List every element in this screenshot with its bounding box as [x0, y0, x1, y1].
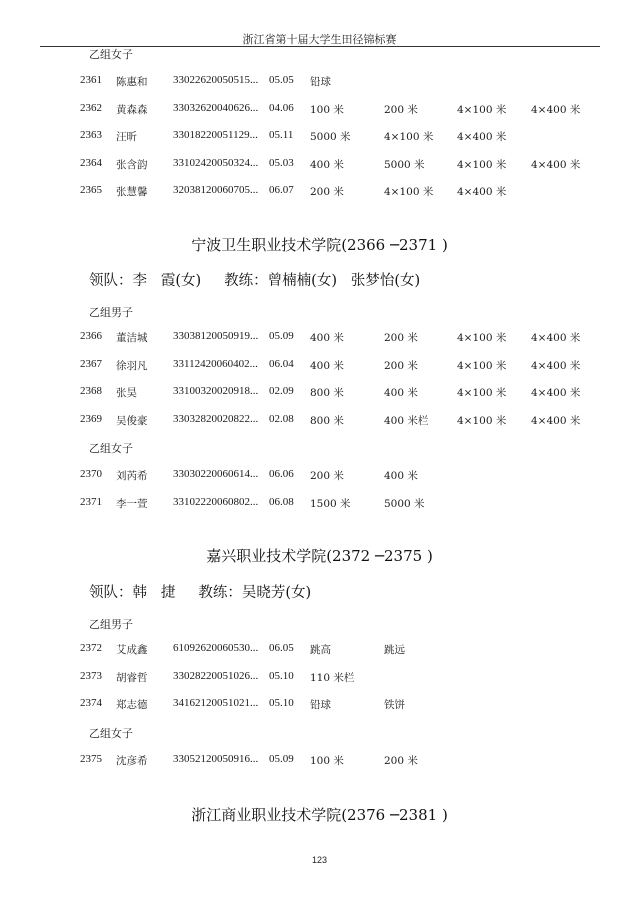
athlete-number: 2372 — [80, 642, 102, 654]
event-1: 1500 米 — [310, 498, 351, 510]
athlete-birth: 04.06 — [269, 102, 294, 114]
event-1: 5000 米 — [310, 131, 351, 143]
athlete-number: 2365 — [80, 184, 102, 196]
athlete-number: 2367 — [80, 358, 102, 370]
athlete-name: 汪昕 — [116, 131, 137, 143]
event-1: 200 米 — [310, 470, 344, 482]
school-title: 宁波卫生职业技术学院(2366 ─2371 ) — [191, 236, 448, 254]
event-4: 4×400 米 — [531, 415, 581, 427]
event-2: 铁饼 — [384, 699, 405, 711]
athlete-id: 33038120050919... — [173, 330, 259, 342]
athlete-birth: 02.09 — [269, 385, 294, 397]
event-2: 200 米 — [384, 755, 418, 767]
group-label: 乙组男子 — [89, 618, 133, 631]
staff-line — [89, 269, 420, 290]
athlete-row — [0, 670, 639, 686]
athlete-number: 2371 — [80, 496, 102, 508]
event-4: 4×400 米 — [531, 159, 581, 171]
athlete-id: 61092620060530... — [173, 642, 259, 654]
athlete-birth: 05.11 — [269, 129, 294, 141]
athlete-number: 2375 — [80, 753, 102, 765]
athlete-name: 艾成鑫 — [116, 644, 148, 656]
event-1: 100 米 — [310, 755, 344, 767]
athlete-name: 胡睿哲 — [116, 672, 148, 684]
event-2: 跳远 — [384, 644, 405, 656]
athlete-id: 34162120051021... — [173, 697, 259, 709]
athlete-birth: 06.05 — [269, 642, 294, 654]
event-1: 110 米栏 — [310, 672, 355, 684]
athlete-name: 沈彦希 — [116, 755, 148, 767]
event-1: 铅球 — [310, 699, 331, 711]
athlete-birth: 05.05 — [269, 74, 294, 86]
event-4: 4×400 米 — [531, 387, 581, 399]
event-4: 4×400 米 — [531, 360, 581, 372]
athlete-id: 33052120050916... — [173, 753, 259, 765]
page-number: 123 — [311, 855, 328, 865]
event-2: 400 米 — [384, 470, 418, 482]
event-3: 4×100 米 — [457, 415, 507, 427]
event-1: 800 米 — [310, 415, 344, 427]
athlete-id: 33022620050515... — [173, 74, 259, 86]
athlete-number: 2363 — [80, 129, 102, 141]
athlete-id: 33028220051026... — [173, 670, 259, 682]
athlete-birth: 02.08 — [269, 413, 294, 425]
athlete-id: 33032820020822... — [173, 413, 259, 425]
event-2: 400 米栏 — [384, 415, 429, 427]
event-1: 跳高 — [310, 644, 331, 656]
athlete-id: 33030220060614... — [173, 468, 259, 480]
group-label: 乙组男子 — [89, 306, 133, 319]
athlete-row — [0, 753, 639, 769]
athlete-row — [0, 385, 639, 401]
athlete-birth: 05.09 — [269, 753, 294, 765]
event-2: 4×100 米 — [384, 186, 434, 198]
athlete-number: 2368 — [80, 385, 102, 397]
athlete-birth: 05.03 — [269, 157, 294, 169]
event-4: 4×400 米 — [531, 332, 581, 344]
event-3: 4×400 米 — [457, 186, 507, 198]
athlete-row — [0, 184, 639, 200]
athlete-row — [0, 496, 639, 512]
athlete-number: 2361 — [80, 74, 102, 86]
athlete-birth: 05.10 — [269, 697, 294, 709]
athlete-number: 2369 — [80, 413, 102, 425]
group-label: 乙组女子 — [89, 442, 133, 455]
event-3: 4×100 米 — [457, 104, 507, 116]
event-2: 5000 米 — [384, 498, 425, 510]
group-label: 乙组女子 — [89, 48, 133, 61]
athlete-number: 2370 — [80, 468, 102, 480]
athlete-name: 郑志德 — [116, 699, 148, 711]
page-header-title: 浙江省第十届大学生田径锦标赛 — [242, 33, 397, 46]
athlete-id: 33100320020918... — [173, 385, 259, 397]
event-2: 200 米 — [384, 332, 418, 344]
school-title: 浙江商业职业技术学院(2376 ─2381 ) — [191, 806, 448, 824]
athlete-row — [0, 413, 639, 429]
athlete-birth: 06.06 — [269, 468, 294, 480]
event-3: 4×400 米 — [457, 131, 507, 143]
athlete-row — [0, 74, 639, 90]
event-2: 200 米 — [384, 104, 418, 116]
athlete-id: 33018220051129... — [173, 129, 258, 141]
athlete-name: 张昊 — [116, 387, 137, 399]
athlete-name: 李一萱 — [116, 498, 148, 510]
athlete-id: 33102420050324... — [173, 157, 259, 169]
athlete-row — [0, 358, 639, 374]
staff-line — [89, 581, 311, 602]
group-label: 乙组女子 — [89, 727, 133, 740]
event-3: 4×100 米 — [457, 360, 507, 372]
event-3: 4×100 米 — [457, 387, 507, 399]
athlete-name: 张含韵 — [116, 159, 148, 171]
athlete-name: 刘芮希 — [116, 470, 148, 482]
athlete-name: 张慧馨 — [116, 186, 148, 198]
athlete-name: 陈惠和 — [116, 76, 148, 88]
athlete-number: 2366 — [80, 330, 102, 342]
athlete-row — [0, 102, 639, 118]
athlete-row — [0, 468, 639, 484]
event-1: 400 米 — [310, 332, 344, 344]
event-2: 5000 米 — [384, 159, 425, 171]
athlete-row — [0, 642, 639, 658]
athlete-birth: 06.07 — [269, 184, 294, 196]
event-2: 4×100 米 — [384, 131, 434, 143]
athlete-row — [0, 129, 639, 145]
athlete-id: 33102220060802... — [173, 496, 259, 508]
event-3: 4×100 米 — [457, 332, 507, 344]
athlete-name: 董洁城 — [116, 332, 148, 344]
event-2: 400 米 — [384, 387, 418, 399]
athlete-number: 2374 — [80, 697, 102, 709]
athlete-row — [0, 330, 639, 346]
event-1: 400 米 — [310, 159, 344, 171]
event-1: 400 米 — [310, 360, 344, 372]
athlete-number: 2364 — [80, 157, 102, 169]
event-2: 200 米 — [384, 360, 418, 372]
athlete-name: 黄森森 — [116, 104, 148, 116]
event-1: 800 米 — [310, 387, 344, 399]
athlete-name: 徐羽凡 — [116, 360, 148, 372]
staff-text: 领队：韩 捷 教练：吴晓芳(女) — [89, 585, 312, 601]
event-3: 4×100 米 — [457, 159, 507, 171]
athlete-row — [0, 157, 639, 173]
athlete-name: 吴俊豪 — [116, 415, 148, 427]
athlete-id: 33112420060402... — [173, 358, 258, 370]
event-1: 铅球 — [310, 76, 331, 88]
event-1: 200 米 — [310, 186, 344, 198]
athlete-birth: 06.08 — [269, 496, 294, 508]
staff-text: 领队：李 霞(女) 教练：曾楠楠(女) 张梦怡(女) — [89, 273, 421, 289]
athlete-birth: 06.04 — [269, 358, 294, 370]
athlete-birth: 05.09 — [269, 330, 294, 342]
event-4: 4×400 米 — [531, 104, 581, 116]
athlete-id: 32038120060705... — [173, 184, 259, 196]
athlete-birth: 05.10 — [269, 670, 294, 682]
athlete-number: 2373 — [80, 670, 102, 682]
event-1: 100 米 — [310, 104, 344, 116]
school-title: 嘉兴职业技术学院(2372 ─2375 ) — [206, 547, 433, 565]
athlete-id: 33032620040626... — [173, 102, 259, 114]
athlete-number: 2362 — [80, 102, 102, 114]
athlete-row — [0, 697, 639, 713]
